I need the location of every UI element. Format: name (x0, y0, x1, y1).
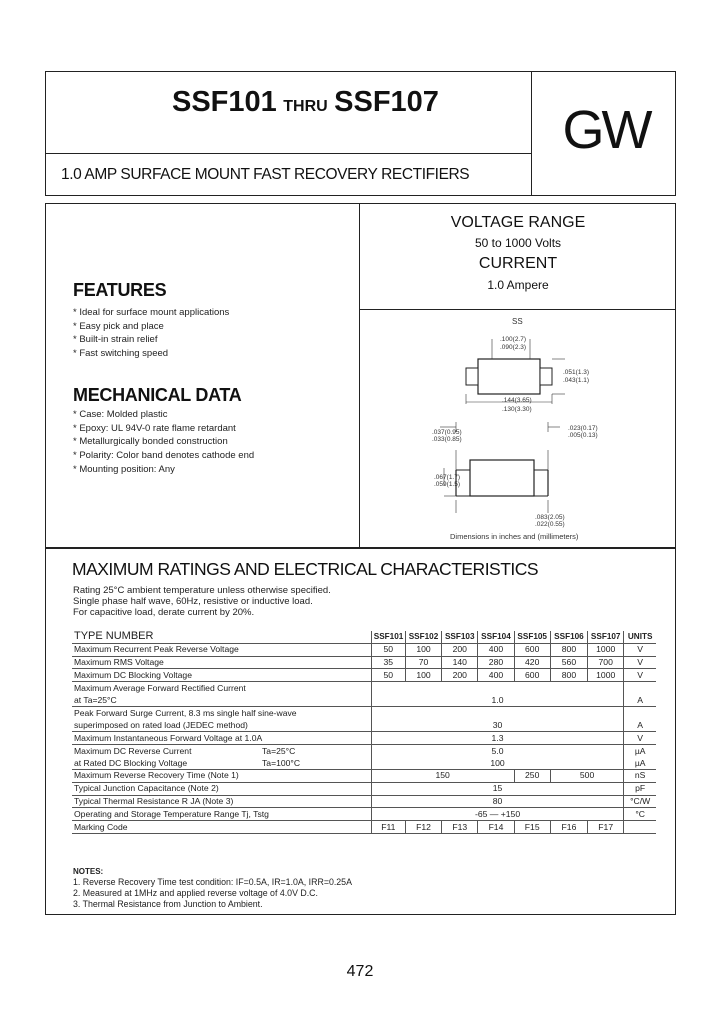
row-label: Maximum RMS Voltage (72, 656, 371, 669)
unit-cell (624, 821, 656, 834)
unit-cell: V (624, 669, 656, 682)
part-from: SSF101 (172, 86, 277, 118)
unit-cell (624, 744, 656, 769)
table-row (72, 656, 656, 669)
unit-cell: A (624, 682, 656, 707)
dim-right-2: .043(1.1) (563, 377, 590, 384)
cell: 100 (405, 669, 441, 682)
gw-logo: GW (562, 100, 650, 160)
part-to: SSF107 (334, 86, 439, 118)
cell: 250 (514, 769, 550, 782)
row-label: Maximum Recurrent Peak Reverse Voltage (72, 643, 371, 656)
unit-cell: °C/W (624, 795, 656, 808)
dim-side-1: .067(1.7) (434, 474, 461, 481)
cell-line: 5.0 (491, 745, 504, 756)
column-header: SSF101 (371, 631, 405, 643)
voltage-range-title: VOLTAGE RANGE (450, 214, 586, 231)
dim-lead-1: .023(0.17) (568, 425, 598, 432)
unit-cell: °C (624, 808, 656, 821)
feature-item: * Built-in strain relief (73, 334, 158, 346)
package-diagram (420, 310, 620, 545)
table-row (72, 732, 656, 745)
merged-cell (371, 744, 624, 769)
mechanical-title: MECHANICAL DATA (73, 385, 242, 405)
feature-item: * Ideal for surface mount applications (73, 307, 230, 318)
cell: 1000 (588, 643, 624, 656)
cell: 600 (514, 669, 550, 682)
note-item: 2. Measured at 1MHz and applied reverse voltage of 4.0V D.C. (73, 888, 318, 898)
row-label-line: at Ta=25°C (74, 695, 117, 706)
condition-text: Ta=100°C (262, 757, 301, 768)
row-label-text: Maximum DC Reverse Current (74, 745, 192, 756)
mechanical-item: * Mounting position: Any (73, 463, 175, 475)
feature-item: * Easy pick and place (73, 320, 164, 332)
dim-right-1: .051(1.3) (563, 369, 590, 376)
table-row (72, 744, 656, 769)
row-label-text: at Rated DC Blocking Voltage (74, 757, 188, 768)
cell: 600 (514, 643, 550, 656)
column-header: SSF103 (442, 631, 478, 643)
table-row (72, 682, 656, 707)
cell: 700 (588, 656, 624, 669)
table-row (72, 808, 656, 821)
cell: 200 (442, 669, 478, 682)
dim-side-2: .059(1.5) (434, 481, 461, 488)
page-subtitle: 1.0 AMP SURFACE MOUNT FAST RECOVERY RECTIFIERS (61, 166, 470, 183)
cell: 1000 (588, 669, 624, 682)
row-label-line (74, 757, 369, 769)
table-header-row (72, 631, 656, 643)
dim-top-1: .100(2.7) (500, 336, 527, 343)
dim-bot-1: .083(2.05) (535, 514, 565, 521)
cell: 35 (371, 656, 405, 669)
cell: 400 (478, 669, 514, 682)
cell: 400 (478, 643, 514, 656)
dim-lead-2: .005(0.13) (568, 432, 598, 439)
mechanical-item: * Epoxy: UL 94V-0 rate flame retardant (73, 422, 236, 434)
cell: 420 (514, 656, 550, 669)
row-label (72, 682, 371, 707)
cell-line: µA (634, 757, 646, 768)
row-label (72, 744, 371, 769)
column-header: SSF102 (405, 631, 441, 643)
mechanical-item: * Polarity: Color band denotes cathode end (73, 450, 255, 462)
dim-bot-2: .022(0.55) (535, 521, 565, 528)
voltage-range-value: 50 to 1000 Volts (474, 236, 562, 250)
row-label: Typical Thermal Resistance R JA (Note 3) (72, 795, 371, 808)
current-value: 1.0 Ampere (487, 278, 549, 292)
note-item: 3. Thermal Resistance from Junction to Ambient. (73, 899, 263, 909)
condition-text: Ta=25°C (262, 745, 296, 756)
cell: F16 (550, 821, 587, 834)
rating-conditions (73, 585, 331, 618)
cell: 100 (405, 643, 441, 656)
table-row (72, 782, 656, 795)
mechanical-item: * Case: Molded plastic (73, 409, 168, 420)
condition-line: For capacitive load, derate current by 20%. (73, 607, 255, 618)
column-header: SSF104 (478, 631, 514, 643)
cell-line: µA (634, 745, 646, 756)
cell: F14 (478, 821, 514, 834)
unit-cell: pF (624, 782, 656, 795)
row-label: Typical Junction Capacitance (Note 2) (72, 782, 371, 795)
page-title (172, 86, 439, 119)
features-list (73, 306, 229, 361)
column-header: SSF107 (588, 631, 624, 643)
column-header: SSF106 (550, 631, 587, 643)
merged-cell: 1.0 (371, 682, 624, 707)
units-header: UNITS (624, 631, 656, 643)
note-item: 1. Reverse Recovery Time test condition: IF=0.5A, IR=1.0A, IRR=0.25A (73, 877, 352, 887)
cell-line: 100 (490, 757, 505, 768)
condition-line: Rating 25°C ambient temperature unless otherwise specified. (73, 585, 331, 596)
merged-cell: 15 (371, 782, 624, 795)
cell: F11 (371, 821, 405, 834)
merged-cell: 1.3 (371, 732, 624, 745)
table-row (72, 669, 656, 682)
cell: F17 (588, 821, 624, 834)
dim-top-2: .090(2.3) (500, 344, 527, 351)
row-label: Operating and Storage Temperature Range Tj, Tstg (72, 808, 371, 821)
characteristics-table (72, 631, 656, 834)
merged-cell: 500 (550, 769, 624, 782)
unit-cell: V (624, 732, 656, 745)
characteristics-title: MAXIMUM RATINGS AND ELECTRICAL CHARACTERISTICS (72, 559, 539, 579)
notes-title: NOTES: (73, 867, 104, 876)
cell: F13 (442, 821, 478, 834)
cell: F15 (514, 821, 550, 834)
column-header: SSF105 (514, 631, 550, 643)
dim-left-1: .037(0.95) (432, 429, 462, 436)
row-label: Maximum Instantaneous Forward Voltage at 1.0A (72, 732, 371, 745)
table-row (72, 643, 656, 656)
table-row (72, 707, 656, 732)
cell: 800 (550, 669, 587, 682)
dimensions-caption: Dimensions in inches and (millimeters) (450, 532, 579, 541)
merged-cell: 150 (371, 769, 514, 782)
cell: 560 (550, 656, 587, 669)
row-label: Marking Code (72, 821, 371, 834)
unit-cell: nS (624, 769, 656, 782)
unit-cell: V (624, 643, 656, 656)
current-title: CURRENT (478, 255, 558, 272)
row-label: Maximum Reverse Recovery Time (Note 1) (72, 769, 371, 782)
cell: F12 (405, 821, 441, 834)
cell: 70 (405, 656, 441, 669)
cell: 800 (550, 643, 587, 656)
package-label: SS (512, 317, 523, 326)
row-label-line: Maximum Average Forward Rectified Current (74, 683, 246, 694)
cell: 200 (442, 643, 478, 656)
notes-block (73, 866, 352, 910)
header-divider (45, 153, 531, 154)
unit-cell: A (624, 707, 656, 732)
dim-len-2: .130(3.30) (502, 406, 532, 413)
row-label (72, 707, 371, 732)
table-row (72, 821, 656, 834)
feature-item: * Fast switching speed (73, 348, 169, 360)
merged-cell: 30 (371, 707, 624, 732)
dim-len-1: .144(3.65) (502, 397, 532, 404)
cell: 140 (442, 656, 478, 669)
cell: 280 (478, 656, 514, 669)
thru-label: THRU (283, 98, 328, 115)
type-number-label: TYPE NUMBER (72, 631, 371, 643)
row-label-line (74, 745, 369, 757)
page-number: 472 (346, 963, 374, 980)
row-label: Maximum DC Blocking Voltage (72, 669, 371, 682)
condition-line: Single phase half wave, 60Hz, resistive or inductive load. (73, 596, 313, 607)
features-title: FEATURES (73, 280, 167, 300)
merged-cell: -65 — +150 (371, 808, 624, 821)
unit-cell: V (624, 656, 656, 669)
mechanical-list (73, 408, 254, 477)
dim-left-2: .033(0.85) (432, 436, 462, 443)
row-label-line: Peak Forward Surge Current, 8.3 ms single half sine-wave (74, 708, 297, 719)
cell: 50 (371, 669, 405, 682)
mechanical-item: * Metallurgically bonded construction (73, 436, 228, 448)
cell: 50 (371, 643, 405, 656)
merged-cell: 80 (371, 795, 624, 808)
row-label-line: superimposed on rated load (JEDEC method) (74, 720, 248, 731)
table-row (72, 795, 656, 808)
table-row (72, 769, 656, 782)
